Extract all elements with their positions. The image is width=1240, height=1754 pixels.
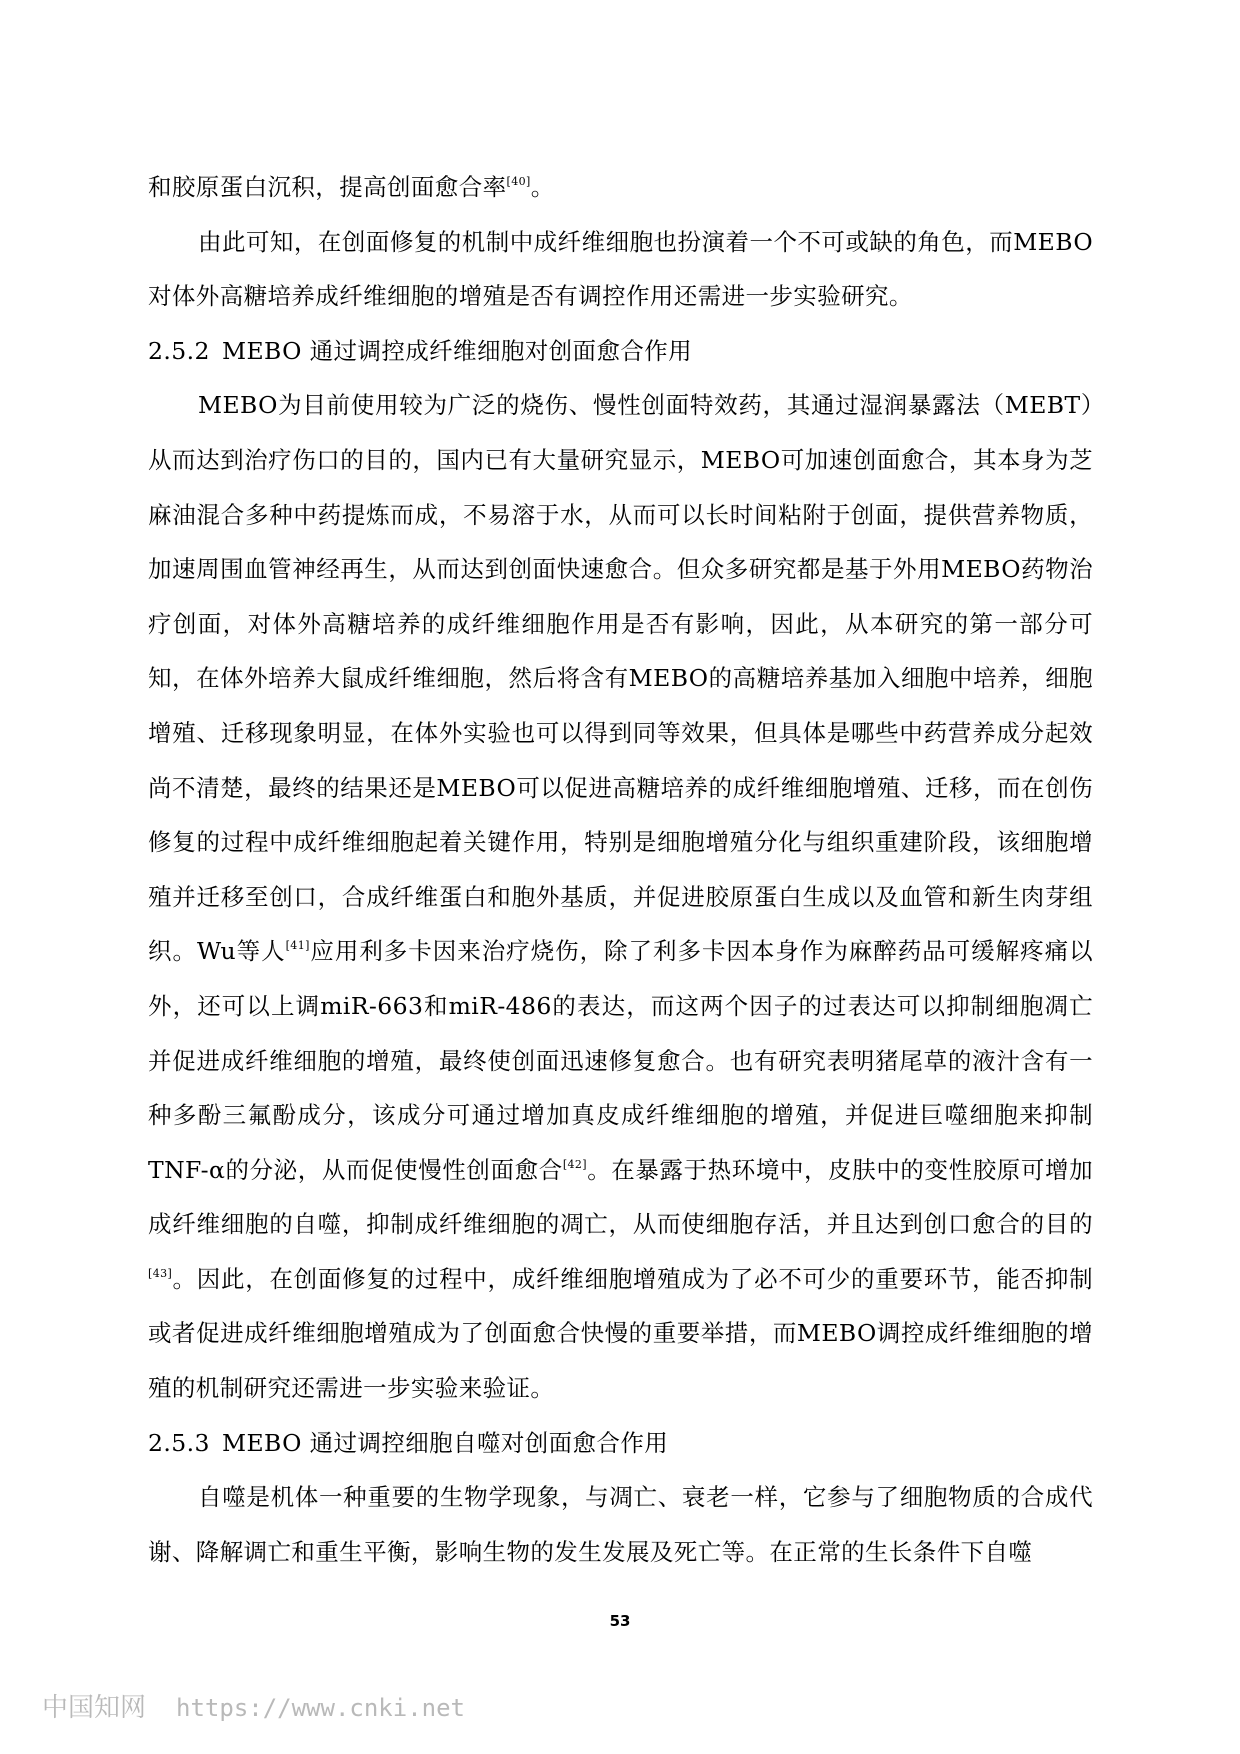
watermark bbox=[42, 1687, 465, 1724]
paragraph: MEBO为目前使用较为广泛的烧伤、慢性创面特效药，其通过湿润暴露法（MEBT）从而达到治疗伤口的目的，国内已有大量研究显示，MEBO可加速创面愈合，其本身为芝麻油混合多种中药提炼而成，不易溶于水，从而可以长时间粘附于创面，提供营养物质，加速周围血管神经再生，从而达到创面快速愈合。但众多研究都是基于外用MEBO药物治疗创面，对体外高糖培养的成纤维细胞作用是否有影响，因此，从本研究的第一部分可知，在体外培养大鼠成纤维细胞，然后将含有MEBO的高糖培养基加入细胞中培养，细胞增殖、迁移现象明显，在体外实验也可以得到同等效果，但具体是哪些中药营养成分起效尚不清楚，最终的结果还是MEBO可以促进高糖培养的成纤维细胞增殖、迁移，而在创伤修复的过程中成纤维细胞起着关键作用，特别是细胞增殖分化与组织重建阶段，该细胞增殖并迁移至创口，合成纤维蛋白和胞外基质，并促进胶原蛋白生成以及血管和新生肉芽组织。Wu等人[41]应用利多卡因来治疗烧伤，除了利多卡因本身作为麻醉药品可缓解疼痛以外，还可以上调miR-663和miR-486的表达，而这两个因子的过表达可以抑制细胞凋亡并促进成纤维细胞的增殖，最终使创面迅速修复愈合。也有研究表明猪尾草的液汁含有一种多酚三氟酚成分，该成分可通过增加真皮成纤维细胞的增殖，并促进巨噬细胞来抑制TNF-α的分泌，从而促使慢性创面愈合[42]。在暴露于热环境中，皮肤中的变性胶原可增加成纤维细胞的自噬，抑制成纤维细胞的凋亡，从而使细胞存活，并且达到创口愈合的目的[43]。因此，在创面修复的过程中，成纤维细胞增殖成为了必不可少的重要环节，能否抑制或者促进成纤维细胞增殖成为了创面愈合快慢的重要举措，而MEBO调控成纤维细胞的增殖的机制研究还需进一步实验来验证。 bbox=[148, 391, 1093, 1403]
watermark-url: https://www.cnki.net bbox=[176, 1694, 465, 1722]
section-number: 2.5.3 bbox=[148, 1428, 210, 1457]
citation[interactable]: [42] bbox=[562, 1157, 587, 1171]
section-heading-2-5-3 bbox=[148, 1416, 1093, 1471]
paragraph: 和胶原蛋白沉积，提高创面愈合率[40]。 bbox=[148, 173, 555, 201]
section-number: 2.5.2 bbox=[148, 336, 210, 365]
citation[interactable]: [41] bbox=[285, 939, 310, 953]
body-text bbox=[148, 160, 1093, 1579]
section-heading-2-5-2 bbox=[148, 324, 1093, 379]
paragraph: 由此可知，在创面修复的机制中成纤维细胞也扮演着一个不可或缺的角色，而MEBO对体外高糖培养成纤维细胞的增殖是否有调控作用还需进一步实验研究。 bbox=[148, 227, 1093, 311]
watermark-brand: 中国知网 bbox=[42, 1693, 147, 1723]
citation[interactable]: [43] bbox=[148, 1266, 173, 1280]
citation[interactable]: [40] bbox=[506, 175, 531, 188]
section-title: MEBO 通过调控细胞自噬对创面愈合作用 bbox=[222, 1428, 669, 1457]
section-title: MEBO 通过调控成纤维细胞对创面愈合作用 bbox=[222, 336, 693, 365]
paragraph: 自噬是机体一种重要的生物学现象，与凋亡、衰老一样，它参与了细胞物质的合成代谢、降解调亡和重生平衡，影响生物的发生发展及死亡等。在正常的生长条件下自噬 bbox=[148, 1483, 1093, 1566]
page-number: 53 bbox=[609, 1612, 631, 1630]
